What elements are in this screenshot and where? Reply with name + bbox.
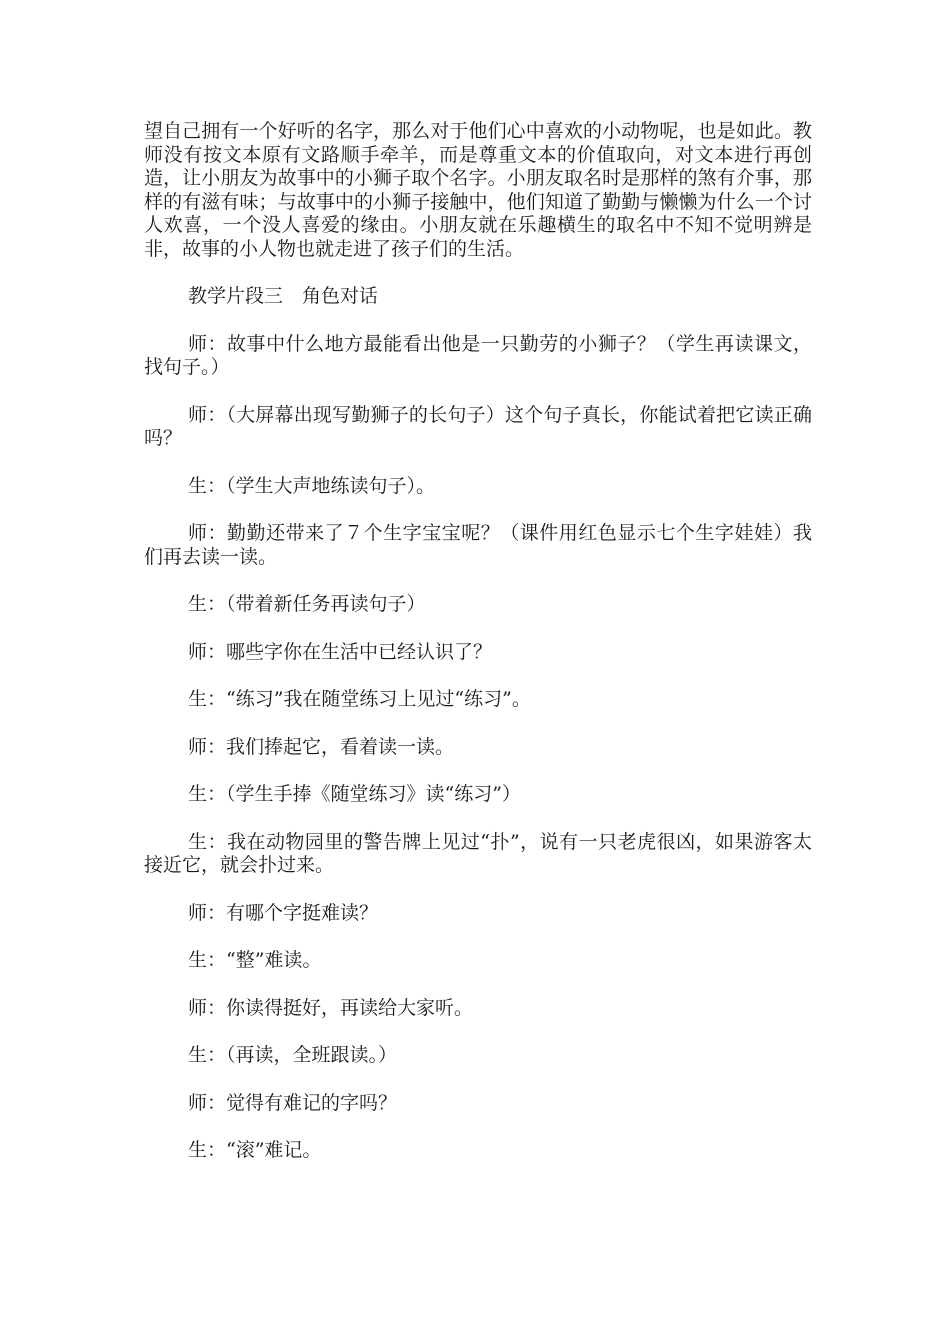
dialogue-line: 师：你读得挺好，再读给大家听。 <box>188 996 474 1019</box>
dialogue-line: 师：有哪个字挺难读？ <box>188 901 379 924</box>
dialogue-line: 生：（带着新任务再读句子） <box>188 593 426 615</box>
dialogue-line: 生：我在动物园里的警告牌上见过“扑”，说有一只老虎很凶，如果游客太接近它，就会扑过来。 <box>144 830 812 876</box>
dialogue-line: 师：（大屏幕出现写勤狮子的长句子）这个句子真长，你能试着把它读正确吗？ <box>144 403 812 449</box>
document-body <box>144 120 812 1187</box>
dialogue-line: 师：我们捧起它，看着读一读。 <box>188 735 455 758</box>
dialogue-line: 生：“练习”我在随堂练习上见过“练习”。 <box>188 688 531 710</box>
dialogue-line: 师：故事中什么地方最能看出他是一只勤劳的小狮子？（学生再读课文，找句子。） <box>144 332 812 378</box>
dialogue-line: 师：哪些字你在生活中已经认识了？ <box>188 640 493 663</box>
dialogue-line: 生：“滚”难记。 <box>188 1139 322 1161</box>
dialogue-line: 生：“整”难读。 <box>188 949 322 971</box>
dialogue-line: 师：勤勤还带来了７个生字宝宝呢？（课件用红色显示七个生字娃娃）我们再去读一读。 <box>144 522 812 568</box>
paragraph-continuation: 望自己拥有一个好听的名字，那么对于他们心中喜欢的小动物呢，也是如此。教师没有按文本原有文路顺手牵羊，而是尊重文本的价值取向，对文本进行再创造，让小朋友为故事中的小狮子取个名字。小朋友取名时是那样的煞有介事，那样的有滋有味；与故事中的小狮子接触中，他们知道了勤勤与懒懒为什么一个讨人欢喜，一个没人喜爱的缘由。小朋友就在乐趣横生的取名中不知不觉明辨是非，故事的小人物也就走进了孩子们的生活。 <box>144 120 812 260</box>
dialogue-line: 生：（再读，全班跟读。） <box>188 1044 398 1066</box>
dialogue-line: 生：（学生大声地练读句子）。 <box>188 474 436 497</box>
dialogue-line: 师：觉得有难记的字吗？ <box>188 1091 398 1114</box>
dialogue-line: 生：（学生手捧《随堂练习》读“练习”） <box>188 783 521 805</box>
section-heading: 教学片段三 角色对话 <box>188 285 379 307</box>
